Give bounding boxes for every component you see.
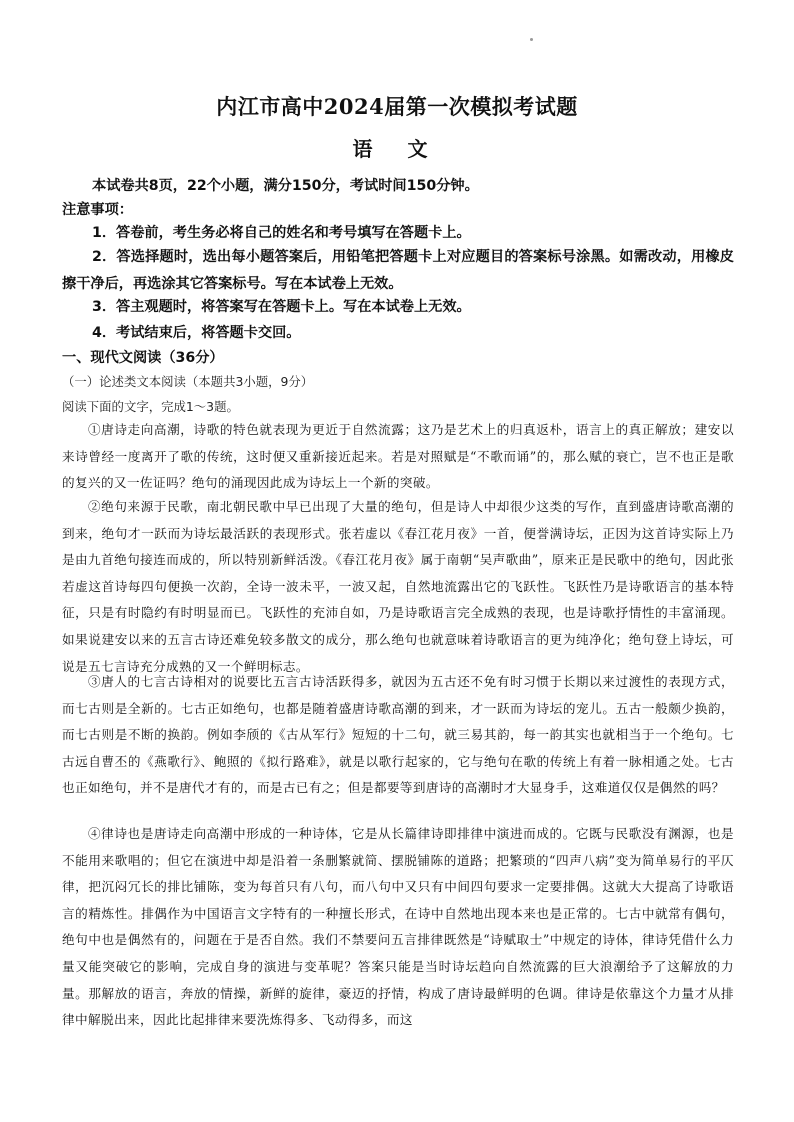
section-heading: 一、现代文阅读（36分）: [62, 350, 224, 366]
reading-instruction: 阅读下面的文字，完成1～3题。: [62, 399, 239, 414]
notice-item-2: 2．答选择题时，选出每小题答案后，用铅笔把答题卡上对应题目的答案标号涂黑。如需改动，用橡皮擦干净后，再选涂其它答案标号。写在本试卷上无效。: [62, 249, 734, 292]
passage-paragraph-3: ③唐人的七言古诗相对的说要比五言古诗活跃得多，就因为五古还不免有时习惯于长期以来过渡性的表现方式，而七古则是全新的。七古正如绝句，也都是随着盛唐诗歌高潮的到来，才一跃而为诗坛的宠儿。五古一般颇少换韵，而七古则是不断的换韵。例如李颀的《古从军行》短短的十二句，就三易其韵，每一韵其实也就相当于一个绝句。七古远自曹丕的《燕歌行》、鲍照的《拟行路难》，就是以歌行起家的，它与绝句在歌的传统上有着一脉相通之处。七古也正如绝句，并不是唐代才有的，而是古已有之；但是都要等到唐诗的高潮时才大显身手，这难道仅仅是偶然的吗？: [62, 674, 734, 796]
notice-item-4: 4．考试结束后，将答题卡交回。: [92, 325, 301, 341]
exam-intro: 本试卷共8页，22个小题，满分150分，考试时间150分钟。: [92, 178, 479, 194]
passage-paragraph-2: ②绝句来源于民歌，南北朝民歌中早已出现了大量的绝句，但是诗人中却很少这类的写作，直到盛唐诗歌高潮的到来，绝句才一跃而为诗坛最活跃的表现形式。张若虚以《春江花月夜》一首，便誉满诗坛，正因为这首诗实际上乃是由九首绝句接连而成的，所以特别新鲜活泼。《春江花月夜》属于南朝“吴声歌曲”，原来正是民歌中的绝句，因此张若虚这首诗每四句便换一次韵，全诗一波未平，一波又起，自然地流露出它的飞跃性。飞跃性乃是诗歌语言的基本特征，只是有时隐约有时明显而已。飞跃性的充沛自如，乃是诗歌语言完全成熟的表现，也是诗歌抒情性的丰富涌现。如果说建安以来的五言古诗还难免较多散文的成分，那么绝句也就意味着诗歌语言的更为纯净化；绝句登上诗坛，可说是五七言诗充分成熟的又一个鲜明标志。: [62, 499, 734, 674]
notice-item-3: 3．答主观题时，将答案写在答题卡上。写在本试卷上无效。: [92, 299, 471, 315]
subject-title: 语 文: [352, 137, 442, 161]
subsection-heading: （一）论述类文本阅读（本题共3小题，9分）: [62, 374, 314, 389]
exam-title: 内江市高中2024届第一次模拟考试题: [216, 94, 578, 119]
notice-heading: 注意事项：: [62, 202, 133, 218]
passage-paragraph-1: ①唐诗走向高潮，诗歌的特色就表现为更近于自然流露；这乃是艺术上的归真返朴，语言上的真正解放；建安以来诗曾经一度离开了歌的传统，这时便又重新接近起来。若是对照赋是“不歌而诵”的，那么赋的衰亡，岂不也正是歌的复兴的又一佐证吗？绝句的涌现因此成为诗坛上一个新的突破。: [62, 422, 734, 491]
passage-paragraph-4: ④律诗也是唐诗走向高潮中形成的一种诗体，它是从长篇律诗即排律中演进而成的。它既与民歌没有渊源，也是不能用来歌唱的；但它在演进中却是沿着一条删繁就简、摆脱铺陈的道路；把繁琐的“四声八病”变为简单易行的平仄律，把沉闷冗长的排比铺陈，变为每首只有八句，而八句中又只有中间四句要求一定要排偶。这就大大提高了诗歌语言的精炼性。排偶作为中国语言文字特有的一种擅长形式，在诗中自然地出现本来也是正常的。七古中就常有偶句，绝句中也是偶然有的，问题在于是否自然。我们不禁要问五言排律既然是“诗赋取士”中规定的诗体，律诗凭借什么力量又能突破它的影响，完成自身的演进与变革呢？答案只能是当时诗坛趋向自然流露的巨大浪潮给予了这解放的力量。那解放的语言，奔放的情操，新鲜的旋律，豪迈的抒情，构成了唐诗最鲜明的色调。律诗是依靠这个力量才从排律中解脱出来，因此比起排律来要洗炼得多、飞动得多，而这: [62, 826, 734, 1028]
notice-item-1: 1．答卷前，考生务必将自己的姓名和考号填写在答题卡上。: [92, 225, 471, 241]
scan-dot: [530, 38, 533, 41]
